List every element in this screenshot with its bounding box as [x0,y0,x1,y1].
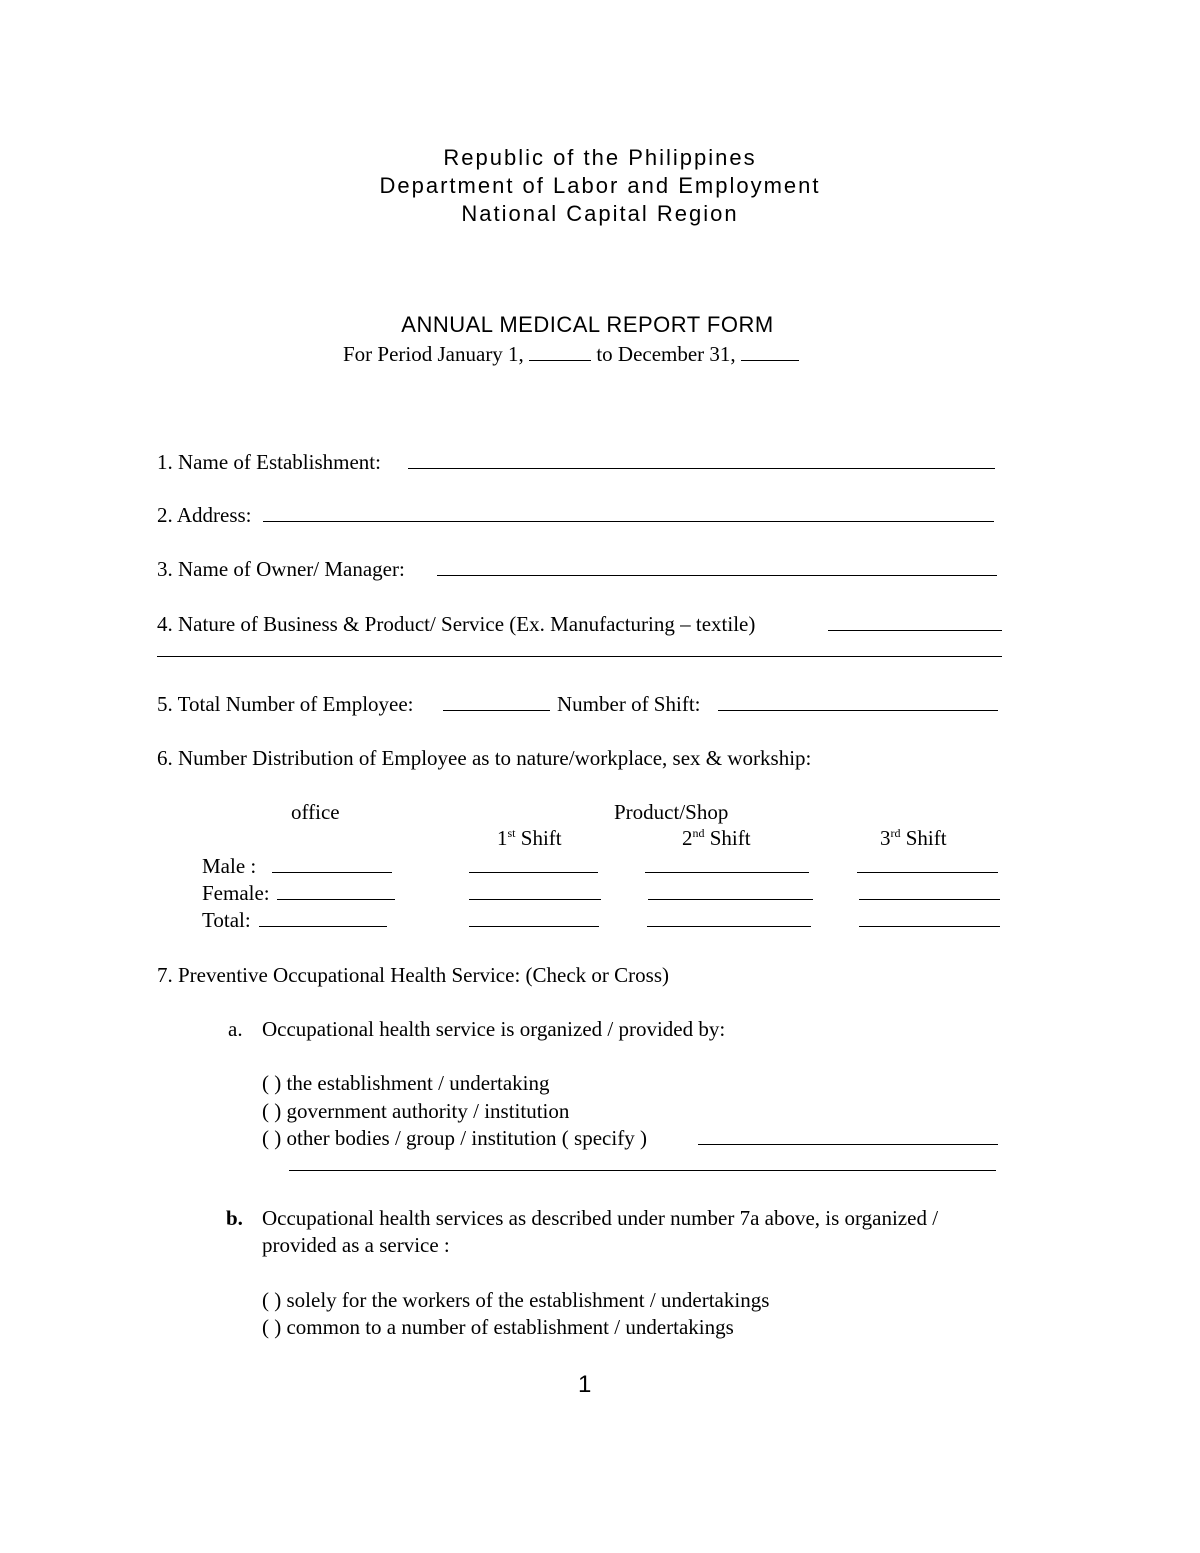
header-republic: Republic of the Philippines [443,145,757,170]
section7-heading: 7. Preventive Occupational Health Service: (Check or Cross) [157,963,670,987]
other-bodies-specify-field[interactable] [698,1144,998,1145]
q4-label: 4. Nature of Business & Product/ Service (Ex. Manufacturing – textile) [157,612,756,636]
male-shift3-field[interactable] [857,872,998,873]
q6-label: 6. Number Distribution of Employee as to nature/workplace, sex & workship: [157,746,812,770]
form-period [343,342,799,367]
option-government[interactable]: ( ) government authority / institution [262,1099,570,1123]
form-title: ANNUAL MEDICAL REPORT FORM [401,312,774,337]
q4-business-nature-field[interactable] [828,630,1002,631]
section7b-marker: b. [226,1206,243,1230]
page-number: 1 [578,1371,592,1398]
period-start-year-field[interactable] [529,342,591,361]
q5-shift-label: Number of Shift: [557,692,701,716]
q3-label: 3. Name of Owner/ Manager: [157,557,405,581]
section7a-marker: a. [228,1017,243,1041]
shift2-header: 2nd Shift [682,826,751,850]
q3-owner-manager-field[interactable] [437,575,997,576]
shift3-header: 3rd Shift [880,826,947,850]
male-shift1-field[interactable] [469,872,598,873]
female-shift2-field[interactable] [648,899,813,900]
female-office-field[interactable] [277,899,395,900]
male-shift2-field[interactable] [645,872,809,873]
product-shop-header: Product/Shop [614,800,729,824]
section7b-text-line2: provided as a service : [262,1233,450,1257]
total-shift1-field[interactable] [469,926,599,927]
section7b-text-line1: Occupational health services as described under number 7a above, is organized / [262,1206,939,1230]
q4-business-nature-field-line2[interactable] [157,656,1002,657]
q5-employee-count-field[interactable] [443,710,550,711]
q5-shift-count-field[interactable] [718,710,998,711]
option-solely-workers[interactable]: ( ) solely for the workers of the establishment / undertakings [262,1288,770,1312]
q5-employee-label: 5. Total Number of Employee: [157,692,414,716]
other-bodies-specify-field-line2[interactable] [289,1170,996,1171]
header-department: Department of Labor and Employment [379,173,821,198]
header-region: National Capital Region [461,201,739,226]
period-prefix: For Period January 1, [343,342,524,366]
office-column-header: office [291,800,340,824]
q1-label: 1. Name of Establishment: [157,450,381,474]
section7a-text: Occupational health service is organized / provided by: [262,1017,726,1041]
q1-establishment-name-field[interactable] [408,468,995,469]
row-label-male: Male : [202,854,257,878]
male-office-field[interactable] [272,872,392,873]
q2-label: 2. Address: [157,503,252,527]
period-mid: to December 31, [596,342,736,366]
total-office-field[interactable] [259,926,387,927]
option-other-bodies[interactable]: ( ) other bodies / group / institution ( specify ) [262,1126,647,1150]
period-end-year-field[interactable] [741,342,799,361]
option-establishment[interactable]: ( ) the establishment / undertaking [262,1071,550,1095]
q2-address-field[interactable] [263,521,994,522]
row-label-total: Total: [202,908,251,932]
row-label-female: Female: [202,881,270,905]
total-shift3-field[interactable] [859,926,1000,927]
total-shift2-field[interactable] [647,926,811,927]
female-shift3-field[interactable] [859,899,1000,900]
shift1-header: 1st Shift [497,826,562,850]
female-shift1-field[interactable] [469,899,601,900]
option-common-establishments[interactable]: ( ) common to a number of establishment / undertakings [262,1315,734,1339]
